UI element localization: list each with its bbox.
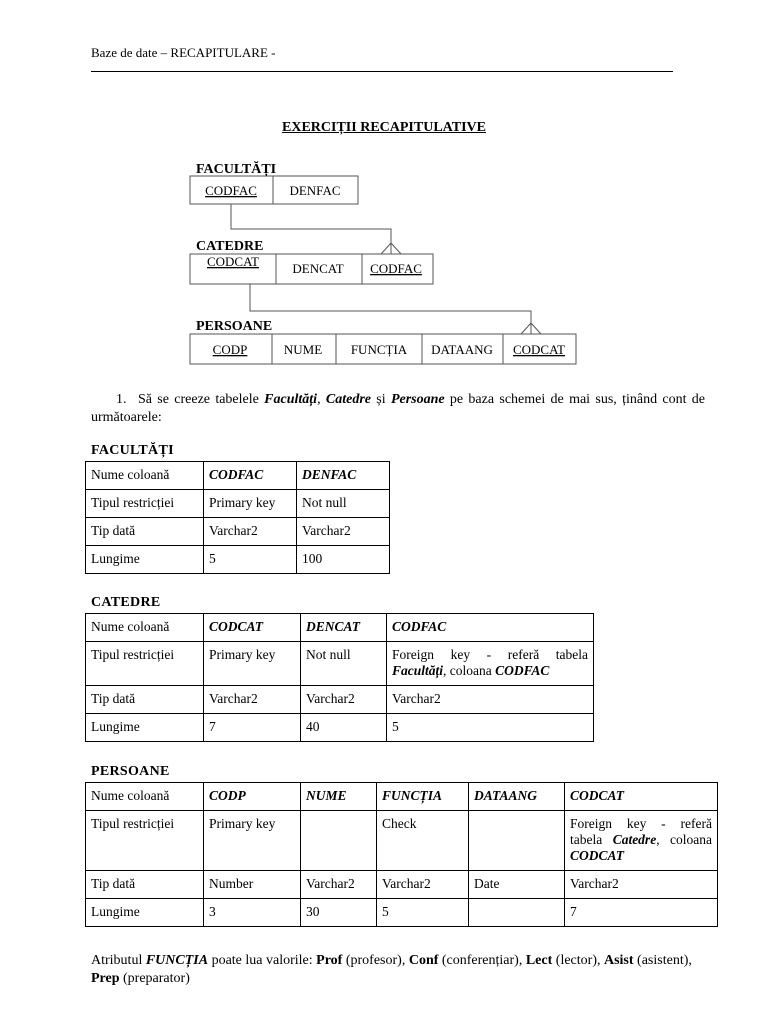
table-cell: Varchar2 [565, 871, 718, 899]
table-row [86, 811, 718, 871]
table-cell: Tip dată [86, 686, 204, 714]
table-cell: 40 [301, 714, 387, 742]
table-row [86, 642, 594, 686]
table-cell: Varchar2 [204, 518, 297, 546]
attr-dencat: DENCAT [292, 261, 344, 276]
entity-name-persoane: PERSOANE [196, 319, 273, 334]
attr-dataang: DATAANG [431, 342, 493, 357]
table-row [86, 871, 718, 899]
facultati-table [85, 461, 390, 574]
attr-codcat-pk: CODCAT [206, 254, 260, 269]
catedre-table [85, 613, 594, 742]
table-row [86, 899, 718, 927]
table-cell: Tip dată [86, 871, 204, 899]
table-row [86, 783, 718, 811]
table-cell: FUNCȚIA [377, 783, 469, 811]
table-cell: Varchar2 [377, 871, 469, 899]
exercise-statement: 1. Să se creeze tabelele Facultăți, Catedre și Persoane pe baza schemei de mai sus, ținând cont de următoarele: [91, 392, 706, 425]
table-cell: 5 [377, 899, 469, 927]
table-title-persoane: PERSOANE [91, 764, 170, 779]
table-cell: Number [204, 871, 301, 899]
catedre-persoane-relationship [250, 284, 531, 334]
table-cell: Primary key [204, 811, 301, 871]
table-cell: Primary key [204, 490, 297, 518]
exercise-number: 1. [116, 392, 127, 407]
table-row [86, 614, 594, 642]
persoane-table [85, 782, 718, 927]
table-cell: DENCAT [301, 614, 387, 642]
table-row [86, 714, 594, 742]
table-cell: Not null [297, 490, 390, 518]
table-cell: Tip dată [86, 518, 204, 546]
table-cell: Not null [301, 642, 387, 686]
table-title-catedre: CATEDRE [91, 595, 161, 610]
functia-values-note: Atributul FUNCȚIA poate lua valorile: Prof (profesor), Conf (conferențiar), Lect (lector), Asist (asistent), Prep (preparator) [91, 953, 692, 986]
attr-codp-pk: CODP [212, 342, 248, 357]
entity-name-catedre: CATEDRE [196, 239, 264, 254]
table-cell: CODP [204, 783, 301, 811]
table-cell: Varchar2 [301, 871, 377, 899]
table-cell: CODFAC [204, 462, 297, 490]
table-cell: CODCAT [565, 783, 718, 811]
table-cell: CODCAT [204, 614, 301, 642]
foreign-key-description: Foreign key - referă tabela Catedre, coloana CODCAT [565, 811, 718, 871]
table-cell: DATAANG [469, 783, 565, 811]
table-row [86, 686, 594, 714]
attr-codfac-pk: CODFAC [205, 183, 257, 198]
table-cell: 5 [204, 546, 297, 574]
table-row [86, 518, 390, 546]
table-cell [469, 811, 565, 871]
table-cell: Varchar2 [297, 518, 390, 546]
table-cell [301, 811, 377, 871]
table-row [86, 546, 390, 574]
table-cell: Tipul restricției [86, 490, 204, 518]
table-cell: 7 [204, 714, 301, 742]
table-cell: Nume coloană [86, 614, 204, 642]
attr-codfac-fk: CODFAC [370, 261, 422, 276]
foreign-key-description: Foreign key - referă tabela Facultăți, coloana CODFAC [387, 642, 594, 686]
table-row [86, 490, 390, 518]
table-row [86, 462, 390, 490]
table-title-facultati: FACULTĂȚI [91, 443, 174, 458]
table-cell: Varchar2 [204, 686, 301, 714]
er-diagram [0, 0, 768, 380]
table-cell: 5 [387, 714, 594, 742]
table-cell: Check [377, 811, 469, 871]
page-title: EXERCIȚII RECAPITULATIVE [282, 120, 486, 135]
table-cell: CODFAC [387, 614, 594, 642]
table-cell: 3 [204, 899, 301, 927]
attr-denfac: DENFAC [289, 183, 341, 198]
attr-nume: NUME [283, 342, 323, 357]
table-cell: Tipul restricției [86, 642, 204, 686]
table-cell: 100 [297, 546, 390, 574]
table-cell: NUME [301, 783, 377, 811]
table-cell: Primary key [204, 642, 301, 686]
table-cell: Varchar2 [301, 686, 387, 714]
table-cell: Lungime [86, 714, 204, 742]
table-cell: Tipul restricției [86, 811, 204, 871]
table-cell: DENFAC [297, 462, 390, 490]
attr-codcat-fk: CODCAT [512, 342, 566, 357]
table-cell: Lungime [86, 899, 204, 927]
table-cell: Lungime [86, 546, 204, 574]
table-cell: Nume coloană [86, 462, 204, 490]
table-cell: 30 [301, 899, 377, 927]
table-cell [469, 899, 565, 927]
attr-functia: FUNCȚIA [350, 342, 408, 357]
table-cell: Varchar2 [387, 686, 594, 714]
table-cell: Nume coloană [86, 783, 204, 811]
table-cell: 7 [565, 899, 718, 927]
page-header: Baze de date – RECAPITULARE - [91, 45, 276, 60]
entity-name-facultati: FACULTĂȚI [196, 162, 277, 177]
table-cell: Date [469, 871, 565, 899]
